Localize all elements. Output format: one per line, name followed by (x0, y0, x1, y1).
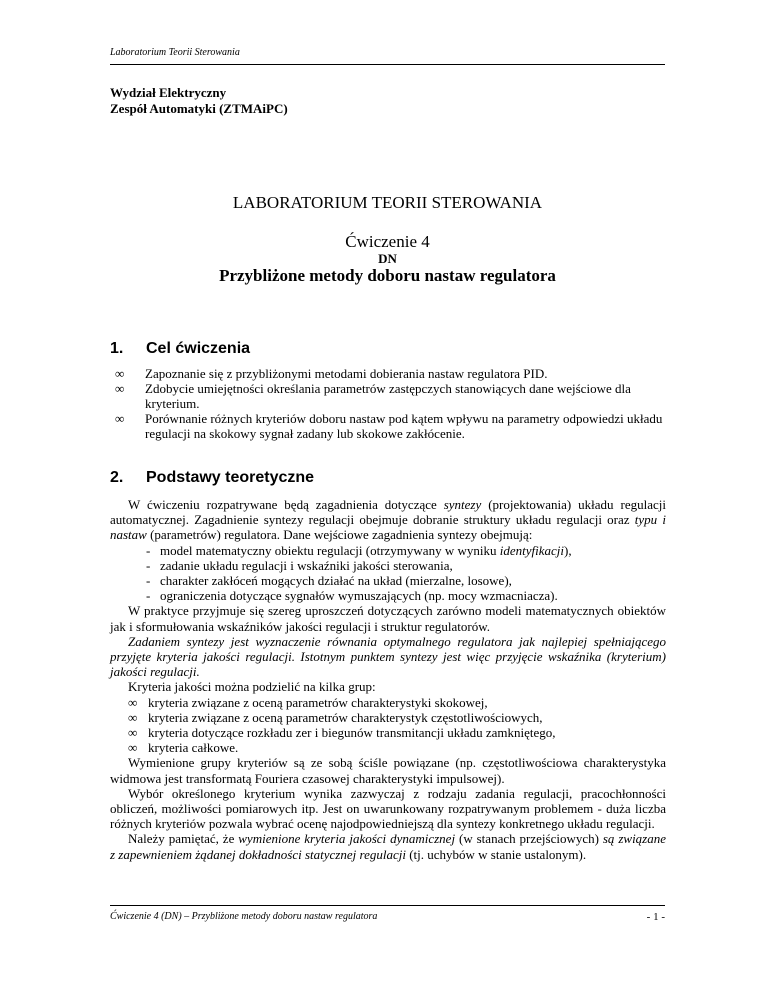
paragraph-choice: Wybór określonego kryterium wynika zazwyczaj z rodzaju zadania regulacji, pracochłonności obliczeń, możliwości pomiarowych itp. Jest on uwarunkowany rozpatrywanym problemem - duża liczba różnych kryteriów pozwala wybrać ocenę najodpowiedniejszą dla syntezy konkretnego układu regulacji. (110, 785, 666, 832)
list-item: ∞ Zapoznanie się z przybliżonymi metodami dobierania nastaw regulatora PID. (115, 366, 548, 381)
bullet-icon: ∞ (128, 694, 138, 710)
running-footer: Ćwiczenie 4 (DN) – Przybliżone metody doboru nastaw regulatora (110, 911, 378, 922)
running-header: Laboratorium Teorii Sterowania (110, 47, 240, 58)
paragraph-relations: Wymienione grupy kryteriów są ze sobą ściśle powiązane (np. częstotliwościowa charakterystyka widmowa jest transformatą Fouriera czasowej charakterystyki impulsowej). (110, 755, 666, 786)
list-item: ∞ Porównanie różnych kryteriów doboru nastaw pod kątem wpływu na parametry odpowiedzi układu regulacji na skokowy sygnał zadany lub skokowe zakłócenie. (115, 411, 663, 441)
section-2-title: Podstawy teoretyczne (146, 469, 315, 486)
goals-list (115, 366, 675, 441)
list-item: - model matematyczny obiektu regulacji (otrzymywany w wyniku identyfikacji), (146, 542, 572, 558)
bullet-icon: ∞ (115, 411, 125, 426)
paragraph-criteria-groups: Kryteria jakości można podzielić na kilka grup: (128, 679, 376, 695)
paragraph-synthesis: W ćwiczeniu rozpatrywane będą zagadnienia dotyczące syntezy (projektowania) układu regulacji automatycznej. Zagadnienie syntezy regulacji obejmuje dobranie struktury układu regulacji oraz typu i nastaw (parametrów) regulatora. Dane wejściowe zagadnienia syntezy obejmują: (110, 497, 666, 543)
exercise-number: Ćwiczenie 4 (345, 232, 430, 251)
bullet-icon: ∞ (128, 725, 138, 741)
list-item: ∞ kryteria dotyczące rozkładu zer i biegunów transmitancji układu zamkniętego, (128, 725, 556, 741)
bullet-icon: ∞ (128, 740, 138, 756)
paragraph-remember: Należy pamiętać, że wymienione kryteria jakości dynamicznej (w stanach przejściowych) są związane z zapewnieniem żądanej dokładności statycznej regulacji (tj. uchybów w stanie ustalonym). (110, 831, 667, 862)
department-block (110, 85, 288, 117)
bullet-icon: ∞ (128, 709, 138, 725)
team-name: Zespół Automatyki (ZTMAiPC) (110, 101, 288, 116)
page-number: - 1 - (646, 911, 665, 923)
exercise-topic: Przybliżone metody doboru nastaw regulatora (219, 266, 556, 285)
list-item: ∞ kryteria całkowe. (128, 740, 239, 756)
lab-title: LABORATORIUM TEORII STEROWANIA (232, 193, 543, 212)
department-name: Wydział Elektryczny (110, 85, 227, 100)
list-item: ∞ kryteria związane z oceną parametrów charakterystyki skokowej, (128, 694, 488, 710)
bullet-icon: ∞ (115, 366, 125, 381)
paragraph-simplifications: W praktyce przyjmuje się szereg uproszczeń dotyczących zarówno modeli matematycznych obiektów jak i sformułowania wskaźników jakości regulacji i struktur regulatorów. (110, 603, 666, 634)
paragraph-synthesis-goal: Zadaniem syntezy jest wyznaczenie równania optymalnego regulatora jak najlepiej spełniającego przyjęte kryteria jakości regulacji. Istotnym punktem syntezy jest więc przyjęcie wskaźnika (kryterium) jakości regulacji. (110, 633, 666, 680)
list-item: - zadanie układu regulacji i wskaźniki jakości sterowania, (146, 557, 453, 573)
footer-rule (110, 905, 665, 906)
section-2-number: 2. (110, 469, 124, 486)
list-item: ∞ kryteria związane z oceną parametrów charakterystyk częstotliwościowych, (128, 709, 543, 725)
section-1-number: 1. (110, 340, 124, 357)
list-item: ∞ Zdobycie umiejętności określania parametrów zastępczych stanowiących dane wejściowe dla kryterium. (115, 381, 631, 411)
section-1-title: Cel ćwiczenia (146, 340, 251, 357)
list-item: - ograniczenia dotyczące sygnałów wymuszających (np. mocy wzmacniacza). (146, 588, 558, 604)
exercise-code: DN (378, 251, 397, 266)
criteria-list (110, 695, 666, 756)
bullet-icon: ∞ (115, 381, 125, 396)
list-item: - charakter zakłóceń mogących działać na układ (mierzalne, losowe), (146, 573, 512, 589)
section-2-body (110, 497, 666, 862)
header-rule (110, 64, 665, 65)
